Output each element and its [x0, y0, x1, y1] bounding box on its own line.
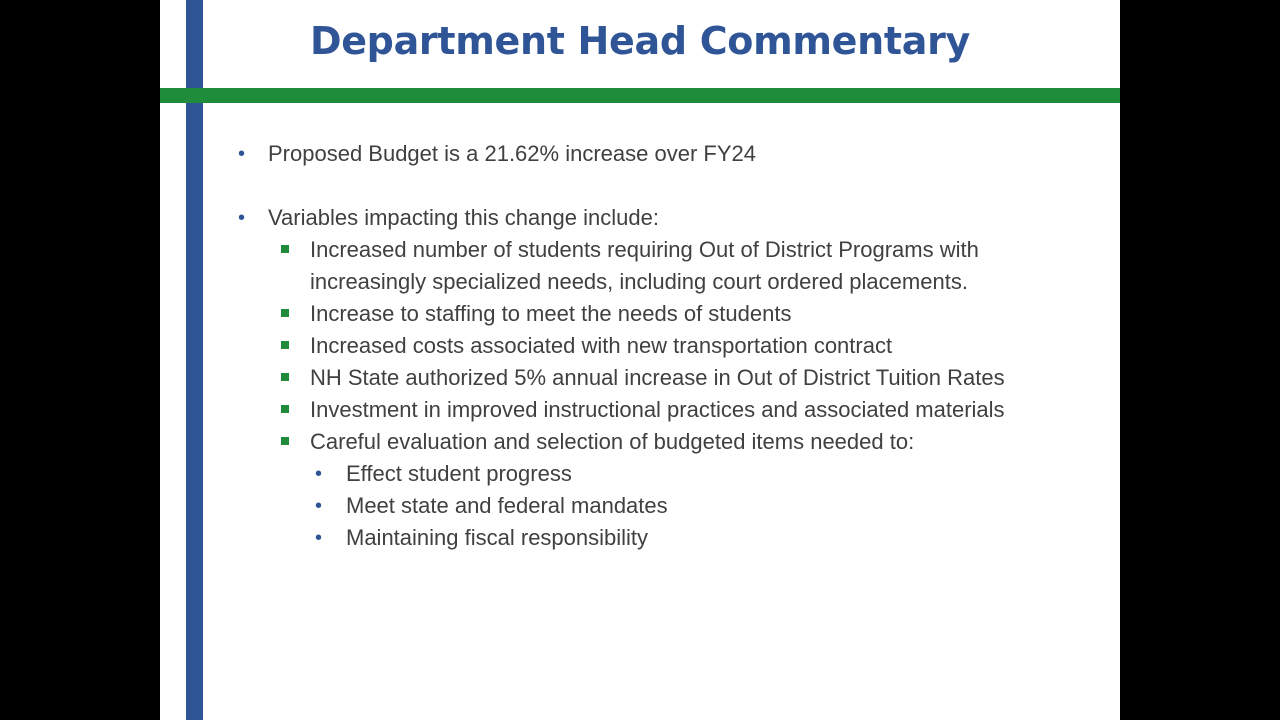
bullet-icon: • [238, 143, 246, 165]
list-item [230, 298, 1100, 330]
bullet-text: Increased costs associated with new transportation contract [310, 333, 893, 358]
list-item [230, 362, 1100, 394]
slide-title: Department Head Commentary [309, 19, 971, 63]
bullet-icon: • [315, 463, 323, 485]
square-bullet-icon [281, 341, 289, 349]
bullet-text: NH State authorized 5% annual increase in Out of District Tuition Rates [310, 365, 1005, 390]
bullet-text: Proposed Budget is a 21.62% increase over FY24 [268, 141, 756, 166]
square-bullet-icon [281, 437, 289, 445]
bullet-list [230, 138, 1100, 234]
list-item [230, 330, 1100, 362]
title-divider [160, 88, 1120, 103]
list-item [230, 394, 1100, 426]
bullet-icon: • [315, 527, 323, 549]
square-bullet-icon [281, 309, 289, 317]
bullet-text: Increased number of students requiring Out of District Programs with increasingly specialized needs, including court ordered placements. [310, 237, 979, 294]
bullet-text: Maintaining fiscal responsibility [346, 525, 649, 550]
bullet-text: Meet state and federal mandates [346, 493, 668, 518]
bullet-text: Variables impacting this change include: [268, 205, 659, 230]
accent-bar [186, 0, 203, 720]
list-item [230, 426, 1100, 458]
bullet-icon: • [315, 495, 323, 517]
bullet-text: Investment in improved instructional practices and associated materials [310, 397, 1005, 422]
list-item [230, 522, 1100, 554]
list-item [230, 138, 1100, 170]
list-item [230, 458, 1100, 490]
bullet-icon: • [238, 207, 246, 229]
slide [160, 0, 1120, 720]
square-bullet-icon [281, 373, 289, 381]
sub-sub-bullet-list [230, 458, 1100, 554]
bullet-text: Increase to staffing to meet the needs of students [310, 301, 792, 326]
square-bullet-icon [281, 245, 289, 253]
bullet-text: Effect student progress [346, 461, 572, 486]
slide-body [230, 138, 1100, 554]
list-item [230, 490, 1100, 522]
square-bullet-icon [281, 405, 289, 413]
bullet-text: Careful evaluation and selection of budgeted items needed to: [310, 429, 915, 454]
list-item [230, 202, 1100, 234]
list-item [230, 234, 1100, 298]
sub-bullet-list [230, 234, 1100, 458]
